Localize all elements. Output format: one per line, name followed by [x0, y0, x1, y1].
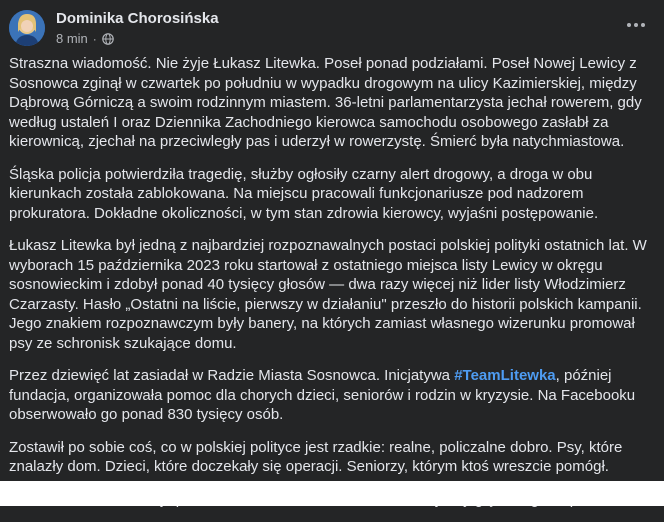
post-meta	[56, 31, 114, 46]
post-header	[0, 0, 664, 54]
post-paragraph: Zostawił po sobie coś, co w polskiej polityce jest rzadkie: realne, policzalne dobro. Psy, które znalazły dom. Dzieci, które doczekały się operacji. Seniorzy, którym ktoś wreszcie pomógł.	[9, 438, 623, 475]
paragraph-text: , później fundacja, organizowała pomoc dla chorych dzieci, seniorów i rodzin w kryzysie. Na Facebooku obserwowało go ponad 830 tysięcy osób.	[9, 367, 636, 423]
post-paragraph: Śląska policja potwierdziła tragedię, służby ogłosiły czarny alert drogowy, a droga w obu kierunkach została zablokowana. Na miejscu pracowali funkcjonariusze pod nadzorem prokuratora. Dokładne okoliczności, w tym stan zdrowia kierowcy, wyjaśni postępowanie.	[9, 165, 599, 222]
post-time[interactable]: 8 min	[56, 31, 88, 46]
more-options-icon[interactable]	[624, 16, 648, 34]
paragraph-text: Przez dziewięć lat zasiadał w Radzie Miasta Sosnowca. Inicjatywa	[9, 367, 455, 384]
page-background-strip	[0, 481, 664, 506]
post-paragraph: Straszna wiadomość. Nie żyje Łukasz Litewka. Poseł ponad podziałami. Poseł Nowej Lewicy z Sosnowca zginął w czwartek po południu w wypadku drogowym na ulicy Kazimierskiej, między Dąbrową Górniczą a swoim rodzinnym miastem. 36-letni parlamentarzysta jechał rowerem, gdy według ustaleń I oraz Dziennika Zachodniego kierowca samochodu osobowego zasłabł za kierownicą, zjechał na przeciwległy pas i uderzył w rowerzystę. Śmierć była natychmiastowa.	[9, 55, 642, 150]
globe-icon	[102, 33, 114, 45]
hashtag-link[interactable]: #TeamLitewka	[454, 367, 556, 384]
avatar[interactable]	[9, 10, 45, 46]
meta-separator: ·	[92, 31, 97, 46]
post-paragraph: Łukasz Litewka był jedną z najbardziej rozpoznawalnych postaci polskiej polityki ostatnich lat. W wyborach 15 października 2023 roku startował z ostatniego miejsca listy Lewicy w okręgu sosnowieckim i zdobył ponad 40 tysięcy głosów — dwa razy więcej niż lider listy Włodzimierz Czarzasty. Hasło „Ostatni na liście, pierwszy w działaniu" przeszło do historii polskich kampanii. Jego znakiem rozpoznawczym były banery, na których zamiast własnego wizerunku promował psy ze schronisk szukające domu.	[9, 237, 647, 352]
author-name[interactable]: Dominika Chorosińska	[56, 10, 219, 27]
post-body	[9, 54, 649, 522]
post-paragraph	[9, 366, 649, 425]
